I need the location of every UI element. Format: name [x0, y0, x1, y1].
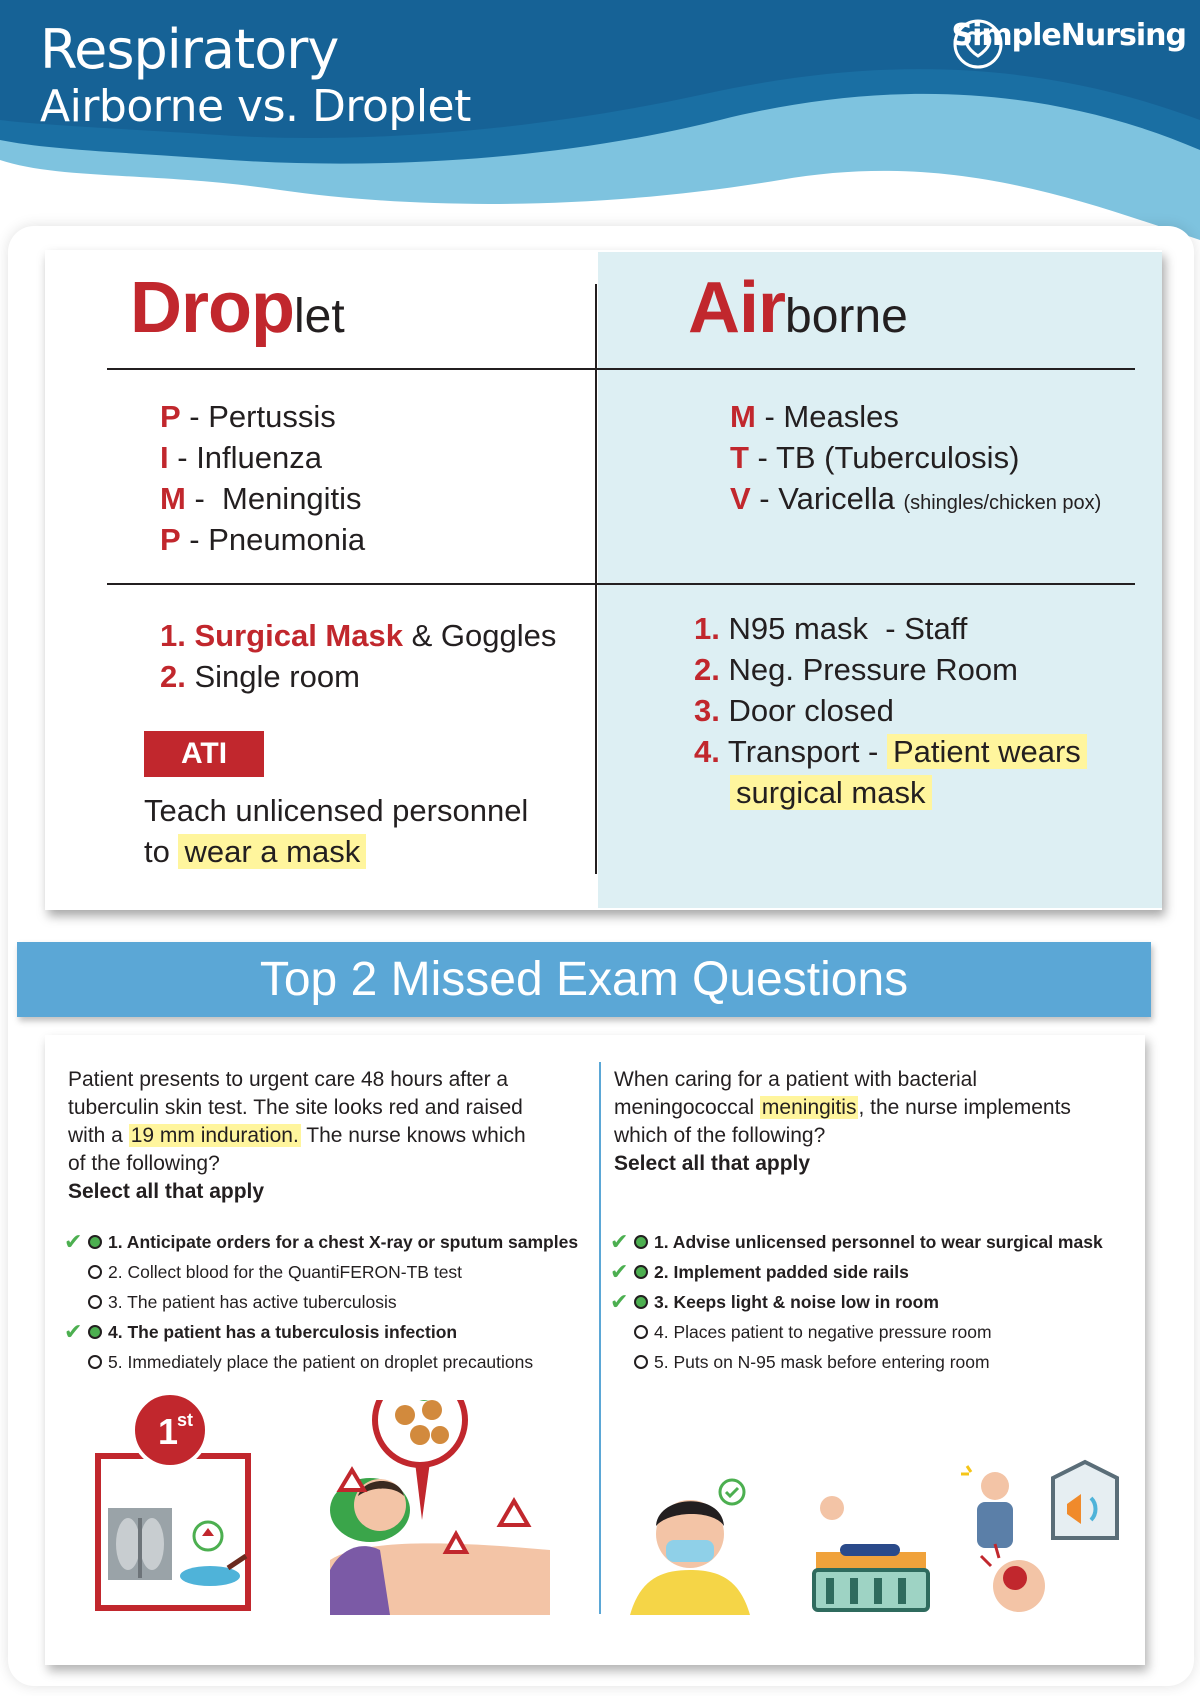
section-banner: Top 2 Missed Exam Questions — [17, 942, 1151, 1017]
title-line-1: Respiratory — [40, 18, 339, 81]
option-row[interactable]: ✔ 4. The patient has a tuberculosis infection — [64, 1317, 578, 1347]
row-divider-1 — [107, 368, 1135, 370]
questions-divider — [599, 1062, 601, 1614]
droplet-heading: Droplet — [130, 268, 345, 348]
option-row[interactable]: ✔ 1. Advise unlicensed personnel to wear surgical mask — [610, 1227, 1103, 1257]
radio-icon — [634, 1265, 648, 1279]
ati-badge: ATI — [144, 731, 264, 777]
header-banner — [0, 0, 1200, 260]
list-item: T - TB (Tuberculosis) — [730, 440, 1020, 475]
option-row[interactable]: 2. Collect blood for the QuantiFERON-TB test — [64, 1257, 578, 1287]
check-icon: ✔ — [64, 1319, 83, 1344]
radio-icon — [88, 1265, 102, 1279]
option-row[interactable]: ✔ 1. Anticipate orders for a chest X-ray or sputum samples — [64, 1227, 578, 1257]
list-item: 1. Surgical Mask & Goggles — [160, 618, 557, 653]
radio-icon — [88, 1355, 102, 1369]
list-item: 1. N95 mask - Staff — [694, 611, 968, 646]
check-icon: ✔ — [610, 1259, 629, 1284]
list-item: P - Pneumonia — [160, 522, 366, 557]
question-1-options — [64, 1227, 578, 1377]
option-row[interactable]: 5. Puts on N-95 mask before entering room — [610, 1347, 1103, 1377]
column-divider — [595, 284, 597, 874]
check-icon: ✔ — [64, 1229, 83, 1254]
radio-icon — [634, 1355, 648, 1369]
svg-text:st: st — [177, 1410, 194, 1430]
option-row[interactable]: 4. Places patient to negative pressure room — [610, 1317, 1103, 1347]
list-item: P - Pertussis — [160, 399, 336, 434]
check-icon: ✔ — [610, 1229, 629, 1254]
option-row[interactable]: 5. Immediately place the patient on droplet precautions — [64, 1347, 578, 1377]
ati-note: Teach unlicensed personnel to wear a mask — [144, 793, 529, 869]
question-2-text: When caring for a patient with bacterial meningococcal meningitis, the nurse implements which of the following? Select all that apply — [614, 1068, 1071, 1175]
radio-icon — [634, 1235, 648, 1249]
question-1-text: Patient presents to urgent care 48 hours after a tuberculin skin test. The site looks red and raised with a 19 mm induration. The nurse knows which of the following? Select all that apply — [68, 1068, 526, 1203]
radio-icon — [634, 1295, 648, 1309]
heart-stethoscope-icon — [952, 18, 1004, 70]
radio-icon — [88, 1235, 102, 1249]
page-title — [40, 18, 471, 132]
option-row[interactable]: 3. The patient has active tuberculosis — [64, 1287, 578, 1317]
row-divider-2 — [107, 583, 1135, 585]
list-item: I - Influenza — [160, 440, 323, 475]
padded-bed-illustration — [810, 1490, 935, 1615]
droplet-steps — [160, 615, 556, 697]
svg-text:1: 1 — [158, 1411, 179, 1452]
list-item: 4. Transport - Patient wears — [694, 731, 1087, 772]
masked-person-illustration — [630, 1470, 760, 1615]
option-row[interactable]: ✔ 2. Implement padded side rails — [610, 1257, 1103, 1287]
airborne-heading: Airborne — [688, 268, 908, 348]
brand-logo — [952, 18, 1187, 53]
question-2-options — [610, 1227, 1103, 1377]
list-item: 2. Neg. Pressure Room — [694, 652, 1018, 687]
option-row[interactable]: ✔ 3. Keeps light & noise low in room — [610, 1287, 1103, 1317]
airborne-mnemonic — [730, 396, 1101, 524]
list-item: surgical mask — [694, 772, 1087, 813]
radio-icon — [88, 1295, 102, 1309]
radio-icon — [634, 1325, 648, 1339]
list-item: 2. Single room — [160, 659, 360, 694]
airborne-steps — [694, 608, 1087, 813]
list-item: 3. Door closed — [694, 693, 894, 728]
first-badge-icon — [130, 1390, 210, 1470]
title-line-2: Airborne vs. Droplet — [40, 81, 471, 132]
droplet-mnemonic — [160, 396, 365, 560]
sick-patient-illustration — [320, 1400, 560, 1615]
light-noise-illustration — [955, 1458, 1135, 1638]
list-item: V - Varicella (shingles/chicken pox) — [730, 481, 1102, 516]
radio-icon — [88, 1325, 102, 1339]
check-icon: ✔ — [610, 1289, 629, 1314]
list-item: M - Meningitis — [160, 481, 362, 516]
brand-name: SimpleNursing — [951, 18, 1186, 53]
list-item: M - Measles — [730, 399, 899, 434]
